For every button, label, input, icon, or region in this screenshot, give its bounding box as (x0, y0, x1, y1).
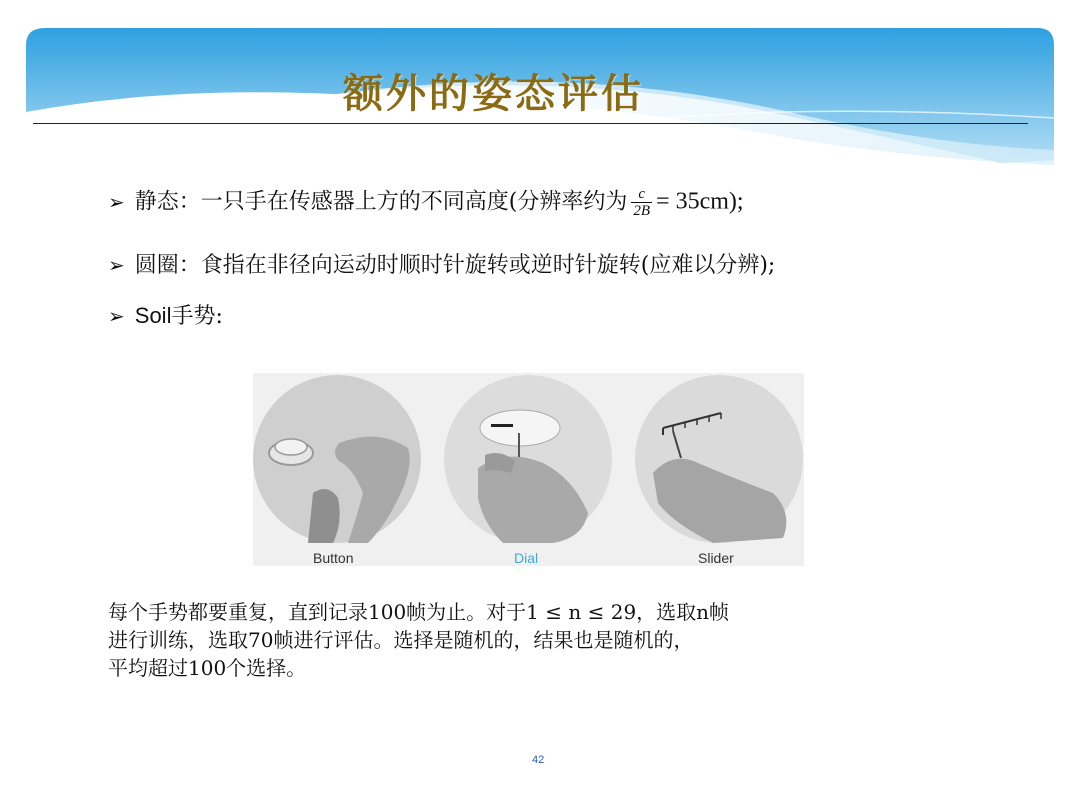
slider-gesture-image (635, 375, 803, 543)
title-divider (33, 123, 1028, 124)
caption-button: Button (313, 550, 354, 566)
arrow-bullet-icon: ➢ (108, 253, 125, 277)
fraction-c-over-2b (631, 186, 652, 219)
bullet-soli (108, 301, 223, 332)
bullet-soli-latin: Soil (134, 303, 172, 328)
bullet-static (108, 186, 744, 219)
paragraph-line-1: 每个手势都要重复，直到记录100帧为止。对于1 ≤ n ≤ 29，选取n帧 (108, 600, 730, 624)
bullet-circle-text: 圆圈：食指在非径向运动时顺时针旋转或逆时针旋转(应难以分辨); (134, 253, 776, 278)
slide-title: 额外的姿态评估 (343, 70, 644, 117)
caption-slider: Slider (698, 550, 734, 566)
resolution-equation: = 35cm); (656, 188, 744, 215)
gesture-photo-panel (253, 373, 804, 566)
paragraph-line-2: 进行训练，选取70帧进行评估。选择是随机的，结果也是随机的， (108, 628, 694, 652)
page-number: 42 (532, 754, 545, 766)
fraction-denominator: 2B (633, 203, 651, 219)
bullet-circle (108, 250, 775, 281)
bullet-soli-text: 手势: (171, 304, 223, 329)
bullet-static-text: 静态：一只手在传感器上方的不同高度(分辨率约为 (134, 189, 628, 215)
caption-dial: Dial (514, 550, 539, 566)
arrow-bullet-icon: ➢ (108, 304, 125, 328)
button-gesture-image (253, 375, 421, 543)
fraction-numerator: c (631, 186, 652, 203)
dial-gesture-image (444, 375, 612, 543)
evaluation-paragraph (108, 598, 1008, 682)
arrow-bullet-icon: ➢ (108, 189, 125, 214)
paragraph-line-3: 平均超过100个选择。 (108, 656, 307, 680)
